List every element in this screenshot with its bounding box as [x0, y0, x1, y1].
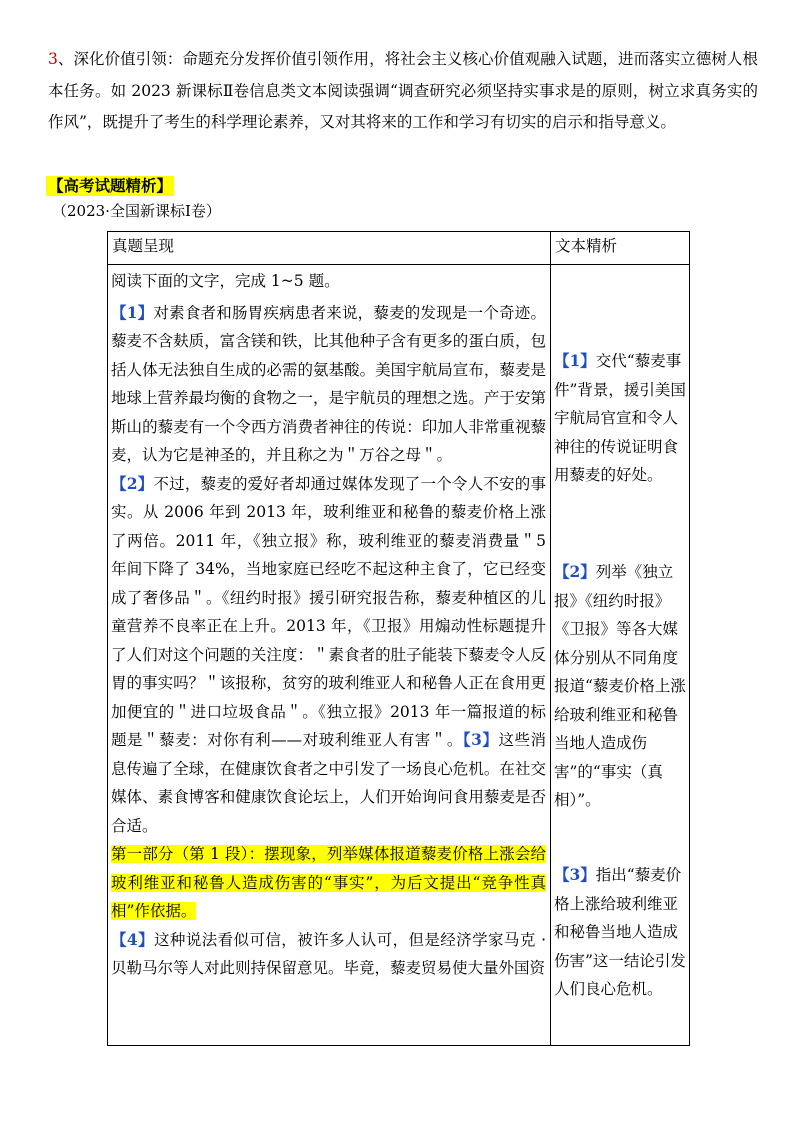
- note-3: [554, 861, 687, 1004]
- paragraph-2: [111, 470, 546, 841]
- paragraph-2-tag: 【2】: [111, 473, 154, 493]
- paragraph-2-text: 不过，藜麦的爱好者却通过媒体发现了一个令人不安的事实。从 2006 年到 2013 年，玻利维亚和秘鲁的藜麦价格上涨了两倍。2011 年，《独立报》称，玻利维亚的藜麦消费量＂5 年间下降了 34%，当地家庭已经吃不起这种主食了，它已经变成了奢侈品＂。《纽约时报》援引研究报告称，藜麦种植区的儿童营养不良率正在上升。2013 年，《卫报》用煽动性标题提升了人们对这个问题的关注度：＂素食者的肚子能装下藜麦令人反胃的事实吗？＂该报称，贫穷的玻利维亚人和秘鲁人正在食用更加便宜的＂进口垃圾食品＂。《独立报》2013 年一篇报道的标题是＂藜麦：对你有利——对玻利维亚人有害＂。: [111, 474, 546, 749]
- analysis-table: [107, 231, 690, 1046]
- paragraph-4: [111, 926, 546, 983]
- header-right: 文本精析: [555, 237, 618, 255]
- note-2-tag: 【2】: [554, 562, 596, 581]
- passage-lead: 阅读下面的文字，完成 1~5 题。: [111, 272, 340, 290]
- header-left-cell: [108, 232, 551, 265]
- intro-text: 、深化价值引领：命题充分发挥价值引领作用，将社会主义核心价值观融入试题，进而落实立德树人根本任务。如 2023 新课标Ⅱ卷信息类文本阅读强调“调查研究必须坚持实事求是的原则，树立求真务实的作风”，既提升了考生的科学理论素养，又对其将来的工作和学习有切实的启示和指导意义。: [48, 50, 758, 131]
- note-2-text: 列举《独立报》《纽约时报》《卫报》等各大媒体分别从不同角度报道“藜麦价格上涨给玻利维亚和秘鲁当地人造成伤害”的“事实（真相）”。: [554, 563, 686, 809]
- header-right-cell: [551, 232, 690, 265]
- paragraph-1: [111, 299, 546, 470]
- intro-paragraph: [48, 44, 758, 139]
- part-summary-text: 第一部分（第 1 段）：摆现象，列举媒体报道藜麦价格上涨会给玻利维亚和秘鲁人造成伤害的“事实”，为后文提出“竞争性真相”作依据。: [111, 845, 546, 920]
- part-summary: [111, 840, 546, 926]
- paragraph-4-text: 这种说法看似可信，被许多人认可，但是经济学家马克 · 贝勒马尔等人对此则持保留意见。毕竟，藜麦贸易使大量外国资: [111, 930, 546, 977]
- note-3-tag: 【3】: [554, 865, 596, 884]
- passage-cell: [108, 265, 551, 1046]
- paragraph-3-tag: 【3】: [462, 730, 499, 749]
- analysis-cell: [551, 265, 690, 1046]
- intro-number: 3: [48, 50, 58, 68]
- paragraph-4-tag: 【4】: [111, 929, 155, 949]
- section-title: 【高考试题精析】: [48, 176, 173, 195]
- header-left: 真题呈现: [112, 237, 175, 255]
- exam-subtitle: （2023·全国新课标Ⅰ卷）: [52, 202, 221, 220]
- paragraph-1-tag: 【1】: [111, 302, 154, 322]
- paragraph-1-text: 对素食者和肠胃疾病患者来说，藜麦的发现是一个奇迹。藜麦不含麸质，富含镁和铁，比其他种子含有更多的蛋白质，包括人体无法独自生成的必需的氨基酸。美国宇航局宣布，藜麦是地球上营养最均衡的食物之一，是宇航员的理想之选。产于安第斯山的藜麦有一个令西方消费者神往的传说：印加人非常重视藜麦，认为它是神圣的，并且称之为＂万谷之母＂。: [111, 303, 546, 464]
- paragraph-3-text: 这些消息传遍了全球，在健康饮食者之中引发了一场良心危机。在社交媒体、素食博客和健康饮食论坛上，人们开始询问食用藜麦是否合适。: [111, 731, 546, 835]
- note-1: [554, 347, 687, 490]
- note-2: [554, 558, 687, 815]
- note-1-text: 交代“藜麦事件”背景，援引美国宇航局官宣和令人神往的传说证明食用藜麦的好处。: [554, 352, 686, 484]
- note-3-text: 指出“藜麦价格上涨给玻利维亚和秘鲁当地人造成伤害”这一结论引发人们良心危机。: [554, 866, 686, 998]
- note-1-tag: 【1】: [554, 351, 596, 370]
